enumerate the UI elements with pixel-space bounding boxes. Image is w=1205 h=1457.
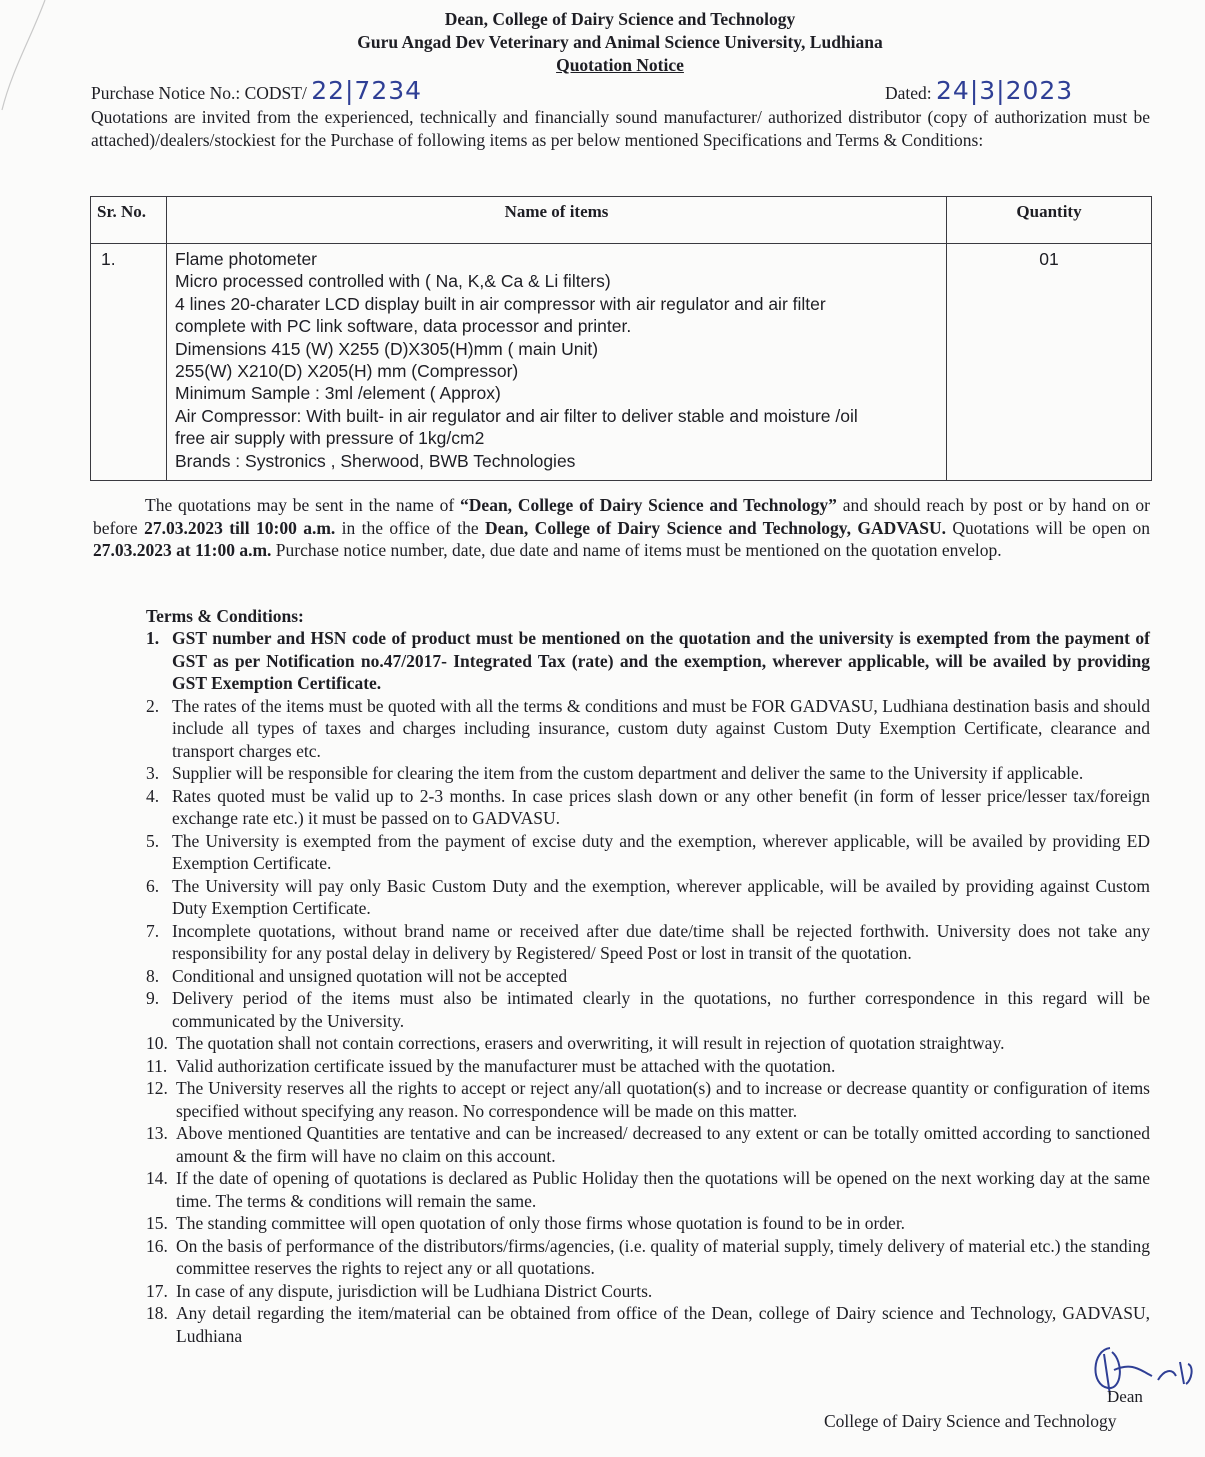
notice-title: Quotation Notice xyxy=(556,55,684,75)
spec-line: 255(W) X210(D) X205(H) mm (Compressor) xyxy=(175,361,519,382)
term-number: 12. xyxy=(146,1078,168,1098)
term-number: 15. xyxy=(146,1213,168,1233)
term-text: The University reserves all the rights to accept or reject any/all quotation(s) and to increase or decrease quantity or configuration of items specified without specifying any reason. No correspondence will be made on this matter. xyxy=(176,1078,1150,1121)
term-number: 13. xyxy=(146,1123,168,1143)
term-item xyxy=(146,1122,1150,1167)
submission-text: The quotations may be sent in the name of xyxy=(145,495,461,515)
term-number: 3. xyxy=(146,763,160,783)
signatory-title: Dean xyxy=(1107,1387,1143,1406)
header-line-1: Dean, College of Dairy Science and Technology xyxy=(444,9,796,29)
spec-line: Brands : Systronics , Sherwood, BWB Technologies xyxy=(175,450,576,471)
spec-line: Minimum Sample : 3ml /element ( Approx) xyxy=(175,383,501,404)
term-number: 16. xyxy=(146,1235,168,1256)
term-item xyxy=(146,762,1150,785)
term-text: Supplier will be responsible for clearing the item from the custom department and deliver the same to the University if applicable. xyxy=(172,763,1084,783)
header-quantity: Quantity xyxy=(947,197,1152,244)
term-number: 14. xyxy=(146,1168,168,1188)
spec-line: Flame photometer xyxy=(175,249,318,269)
term-item xyxy=(146,920,1150,965)
row-sr-no: 1. xyxy=(91,244,167,481)
purchase-notice-number: 22|7234 xyxy=(311,76,423,105)
term-number: 8. xyxy=(146,965,160,986)
term-item xyxy=(146,1055,1150,1078)
header-item-name: Name of items xyxy=(167,197,947,244)
term-number: 2. xyxy=(146,695,160,716)
spec-line: Dimensions 415 (W) X255 (D)X305(H)mm ( main Unit) xyxy=(175,338,599,359)
table-header-row xyxy=(91,197,1152,244)
spec-line: Air Compressor: With built- in air regulator and air filter to deliver stable and moisture /oil xyxy=(175,405,858,426)
dated-value: 24|3|2023 xyxy=(936,76,1074,105)
term-item xyxy=(146,965,1150,988)
document-header xyxy=(0,8,1205,77)
term-number: 1. xyxy=(146,628,160,648)
term-number: 6. xyxy=(146,875,160,896)
term-number: 17. xyxy=(146,1280,168,1301)
submission-office: Dean, College of Dairy Science and Technology, GADVASU. xyxy=(485,517,947,538)
term-item xyxy=(146,1235,1150,1280)
spec-line: free air supply with pressure of 1kg/cm2 xyxy=(175,428,485,449)
spec-line: Micro processed controlled with ( Na, K,& Ca & Li filters) xyxy=(175,271,611,292)
submission-addressee: “Dean, College of Dairy Science and Technology” xyxy=(460,495,837,515)
purchase-notice-label: Purchase Notice No.: CODST/ xyxy=(91,83,307,103)
term-item xyxy=(146,830,1150,875)
term-text: The rates of the items must be quoted with all the terms & conditions and must be FOR GADVASU, Ludhiana destination basis and should include all types of taxes and charges including insurance, custom duty against Custom Duty Exemption Certificate, clearance and transport charges etc. xyxy=(172,695,1150,761)
term-item xyxy=(146,695,1150,763)
spec-line: complete with PC link software, data processor and printer. xyxy=(175,316,632,337)
term-item xyxy=(146,1212,1150,1235)
row-quantity: 01 xyxy=(947,244,1152,481)
term-number: 4. xyxy=(146,785,160,806)
term-text: Conditional and unsigned quotation will not be accepted xyxy=(172,965,568,986)
dated-label: Dated: xyxy=(885,83,932,103)
term-number: 7. xyxy=(146,920,160,941)
term-item xyxy=(146,627,1150,695)
header-sr-no: Sr. No. xyxy=(91,197,167,244)
items-table xyxy=(90,196,1152,481)
terms-list xyxy=(146,627,1150,1347)
submission-opening: 27.03.2023 at 11:00 a.m. xyxy=(93,540,272,560)
term-text: The University is exempted from the payment of excise duty and the exemption, wherever applicable, will be availed by providing ED Exemption Certificate. xyxy=(172,830,1150,873)
reference-line xyxy=(91,76,1151,108)
submission-paragraph xyxy=(93,494,1150,562)
term-text: If the date of opening of quotations is declared as Public Holiday then the quotations will be opened on the next working day at the same time. The terms & conditions will remain the same. xyxy=(176,1168,1150,1211)
submission-deadline: 27.03.2023 till 10:00 a.m. xyxy=(144,517,336,538)
submission-text: Quotations will be open on xyxy=(946,517,1150,538)
table-row xyxy=(91,244,1152,481)
term-number: 9. xyxy=(146,988,160,1008)
term-text: Incomplete quotations, without brand name or received after due date/time shall be rejected forthwith. University does not take any responsibility for any postal delay in delivery by Registered/ Speed Post or lost in transit of the quotation. xyxy=(172,920,1150,963)
term-text: The quotation shall not contain corrections, erasers and overwriting, it will result in rejection of quotation straightway. xyxy=(176,1033,1005,1053)
term-item xyxy=(146,1077,1150,1122)
header-line-2: Guru Angad Dev Veterinary and Animal Science University, Ludhiana xyxy=(357,32,883,52)
purchase-notice xyxy=(91,76,423,105)
term-text: Valid authorization certificate issued by the manufacturer must be attached with the quotation. xyxy=(176,1055,836,1076)
term-item xyxy=(146,1280,1150,1303)
signatory-organisation: College of Dairy Science and Technology xyxy=(824,1411,1117,1431)
term-text: The standing committee will open quotation of only those firms whose quotation is found to be in order. xyxy=(176,1213,906,1233)
intro-paragraph: Quotations are invited from the experienced, technically and financially sound manufacturer/ authorized distributor (copy of authorization must be attached)/dealers/stockiest for the Purchase of following items as per below mentioned Specifications and Terms & Conditions: xyxy=(91,107,1150,150)
spec-line: 4 lines 20-charater LCD display built in air compressor with air regulator and air filter xyxy=(175,293,826,314)
term-text: Delivery period of the items must also be intimated clearly in the quotations, no further correspondence in this regard will be communicated by the University. xyxy=(172,988,1150,1031)
terms-heading: Terms & Conditions: xyxy=(146,606,304,626)
term-text: Rates quoted must be valid up to 2-3 months. In case prices slash down or any other benefit (in form of lesser price/lesser tax/foreign exchange rate etc.) it must be passed on to GADVASU. xyxy=(172,785,1150,828)
term-item xyxy=(146,1032,1150,1055)
submission-text: and should reach by post or by hand on or before xyxy=(93,495,1150,538)
term-item xyxy=(146,1167,1150,1212)
row-item-spec xyxy=(167,244,947,481)
term-number: 5. xyxy=(146,830,160,851)
term-text: Above mentioned Quantities are tentative and can be increased/ decreased to any extent or can be totally omitted according to sanctioned amount & the firm will have no claim on this account. xyxy=(176,1123,1150,1166)
term-item xyxy=(146,785,1150,830)
term-item xyxy=(146,1302,1150,1347)
term-text: On the basis of performance of the distributors/firms/agencies, (i.e. quality of material supply, timely delivery of material etc.) the standing committee reserves the rights to reject any or all quotations. xyxy=(176,1235,1150,1278)
term-number: 18. xyxy=(146,1303,168,1323)
term-text: The University will pay only Basic Custom Duty and the exemption, wherever applicable, will be availed by providing against Custom Duty Exemption Certificate. xyxy=(172,875,1150,918)
term-text: In case of any dispute, jurisdiction will be Ludhiana District Courts. xyxy=(176,1280,653,1301)
submission-text: Purchase notice number, date, due date and name of items must be mentioned on the quotation envelop. xyxy=(271,540,1002,560)
notice-date xyxy=(885,76,1074,105)
term-item xyxy=(146,987,1150,1032)
term-number: 11. xyxy=(146,1055,168,1076)
term-text: Any detail regarding the item/material can be obtained from office of the Dean, college of Dairy science and Technology, GADVASU, Ludhiana xyxy=(176,1303,1150,1346)
term-item xyxy=(146,875,1150,920)
term-number: 10. xyxy=(146,1033,168,1053)
term-text: GST number and HSN code of product must be mentioned on the quotation and the university is exempted from the payment of GST as per Notification no.47/2017- Integrated Tax (rate) and the exemption, wherever applicable, will be availed by providing GST Exemption Certificate. xyxy=(172,628,1150,693)
submission-text: in the office of the xyxy=(335,517,486,538)
